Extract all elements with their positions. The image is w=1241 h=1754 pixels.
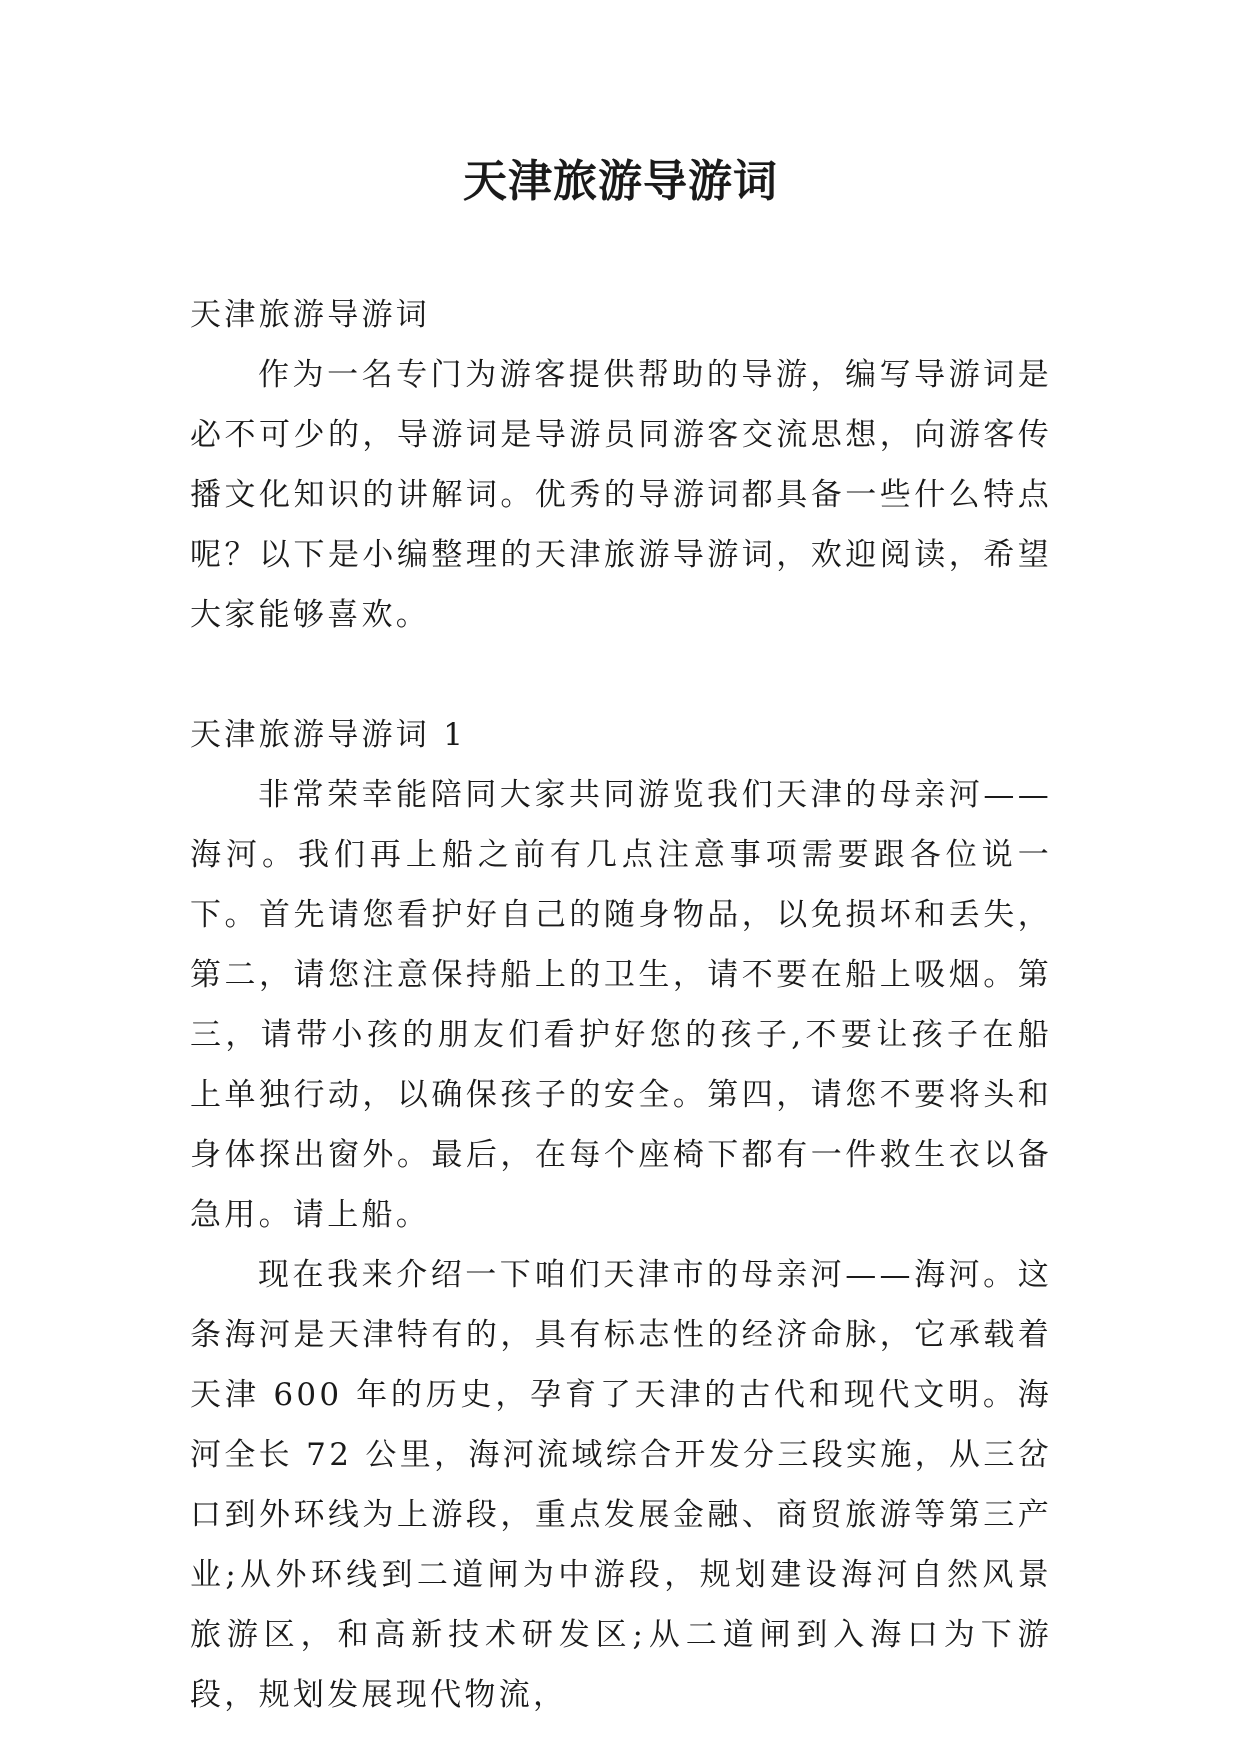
document-title: 天津旅游导游词 — [463, 156, 778, 207]
section-spacer — [190, 645, 1052, 705]
section-paragraph: 非常荣幸能陪同大家共同游览我们天津的母亲河——海河。我们再上船之前有几点注意事项需要跟各位说一下。首先请您看护好自己的随身物品，以免损坏和丢失，第二，请您注意保持船上的卫生，请不要在船上吸烟。第三，请带小孩的朋友们看护好您的孩子,不要让孩子在船上单独行动，以确保孩子的安全。第四，请您不要将头和身体探出窗外。最后，在每个座椅下都有一件救生衣以备急用。请上船。 — [190, 777, 1052, 1233]
document-body — [190, 285, 1052, 1725]
intro-heading: 天津旅游导游词 — [190, 297, 431, 333]
section-heading: 天津旅游导游词 1 — [190, 717, 467, 753]
section-paragraph: 现在我来介绍一下咱们天津市的母亲河——海河。这条海河是天津特有的，具有标志性的经济命脉，它承载着天津 600 年的历史，孕育了天津的古代和现代文明。海河全长 72 公里，海河流域综合开发分三段实施，从三岔口到外环线为上游段，重点发展金融、商贸旅游等第三产业;从外环线到二道闸为中游段，规划建设海河自然风景旅游区，和高新技术研发区;从二道闸到入海口为下游段，规划发展现代物流， — [190, 1257, 1052, 1713]
intro-paragraph: 作为一名专门为游客提供帮助的导游，编写导游词是必不可少的，导游词是导游员同游客交流思想，向游客传播文化知识的讲解词。优秀的导游词都具备一些什么特点呢？以下是小编整理的天津旅游导游词，欢迎阅读，希望大家能够喜欢。 — [190, 357, 1052, 633]
